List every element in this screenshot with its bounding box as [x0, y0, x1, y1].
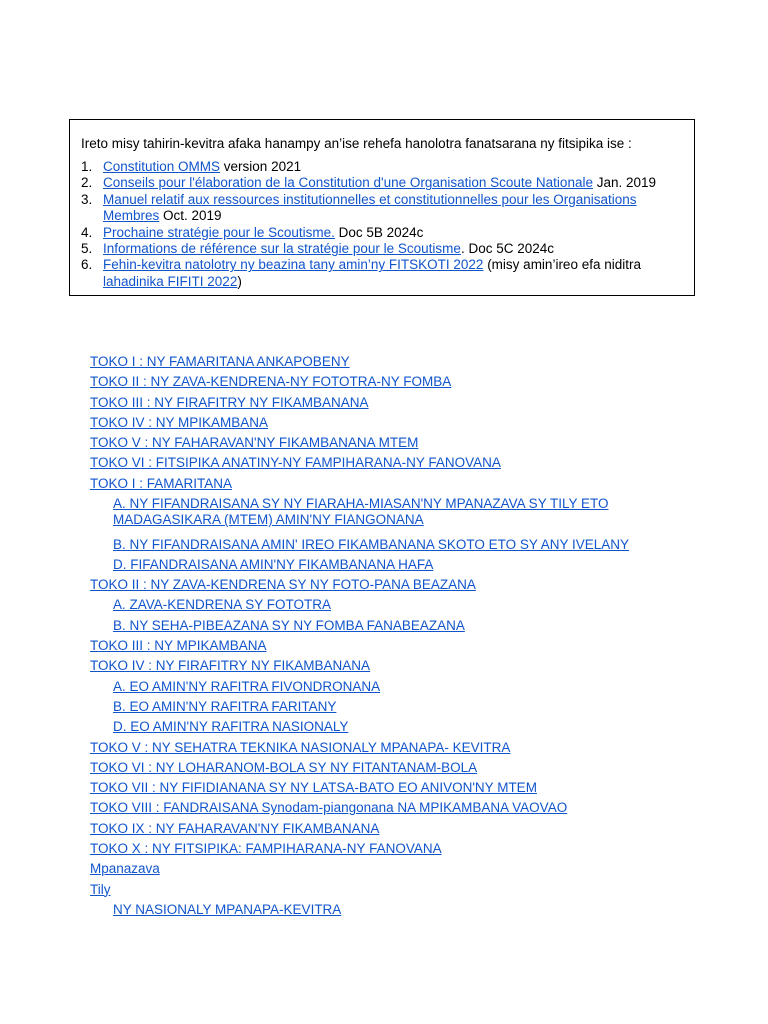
reference-link-conseils[interactable]: Conseils pour l'élaboration de la Constitution d'une Organisation Scoute Nationale [103, 175, 593, 191]
reference-suffix: (misy amin’ireo efa niditra [483, 257, 641, 273]
reference-link-informations[interactable]: Informations de référence sur la stratégie pour le Scoutisme [103, 241, 461, 257]
toc-link[interactable]: TOKO II : NY ZAVA-KENDRENA-NY FOTOTRA-NY FOMBA [90, 374, 452, 390]
toc-sublink[interactable]: A. ZAVA-KENDRENA SY FOTOTRA [113, 597, 332, 613]
toc-link[interactable]: TOKO IX : NY FAHARAVAN'NY FIKAMBANANA [90, 820, 380, 836]
toc-sublink[interactable]: NY NASIONALY MPANAPA-KEVITRA [113, 901, 342, 917]
reference-suffix: Jan. 2019 [592, 175, 657, 191]
toc-link[interactable]: TOKO II : NY ZAVA-KENDRENA SY NY FOTO-PANA BEAZANA [90, 577, 476, 593]
toc-link[interactable]: TOKO III : NY MPIKAMBANA [90, 638, 267, 654]
reference-item [81, 192, 681, 225]
reference-link-manuel[interactable]: Manuel relatif aux ressources institutionnelles et constitutionnelles pour les Organisations Membres [103, 191, 637, 224]
reference-number: 6. [81, 257, 93, 273]
toc-sublink[interactable]: B. NY FIFANDRAISANA AMIN' IREO FIKAMBANANA SKOTO ETO SY ANY IVELANY [113, 536, 629, 552]
reference-link-prochaine-strategie[interactable]: Prochaine stratégie pour le Scoutisme. [103, 224, 335, 240]
reference-number: 5. [81, 241, 93, 257]
reference-item [81, 175, 681, 191]
reference-item [81, 225, 681, 241]
toc-sublink[interactable]: D. EO AMIN'NY RAFITRA NASIONALY [113, 719, 349, 735]
reference-number: 2. [81, 175, 93, 191]
reference-suffix: . Doc 5C 2024c [460, 241, 554, 257]
toc-link[interactable]: TOKO VIII : FANDRAISANA Synodam-piangonana NA MPIKAMBANA VAOVAO [90, 800, 568, 816]
reference-number: 4. [81, 224, 93, 240]
toc-link[interactable]: TOKO I : FAMARITANA [90, 475, 233, 491]
toc-link[interactable]: Tily [90, 881, 111, 897]
toc-link[interactable]: TOKO V : NY FAHARAVAN'NY FIKAMBANANA MTEM [90, 435, 419, 451]
toc-sublink[interactable]: B. EO AMIN'NY RAFITRA FARITANY [113, 698, 337, 714]
reference-number: 1. [81, 159, 93, 174]
toc-link[interactable]: Mpanazava [90, 861, 160, 877]
reference-item [81, 241, 681, 257]
reference-link-constitution-omms[interactable]: Constitution OMMS [103, 159, 221, 174]
reference-suffix: ) [237, 273, 242, 289]
toc-sublink[interactable]: D. FIFANDRAISANA AMIN'NY FIKAMBANANA HAFA [113, 556, 434, 572]
toc-link[interactable]: TOKO X : NY FITSIPIKA: FAMPIHARANA-NY FANOVANA [90, 841, 442, 857]
toc-link[interactable]: TOKO VI : NY LOHARANOM-BOLA SY NY FITANTANAM-BOLA [90, 759, 478, 775]
reference-suffix: Doc 5B 2024c [334, 224, 424, 240]
toc-link[interactable]: TOKO VII : NY FIFIDIANANA SY NY LATSA-BATO EO ANIVON'NY MTEM [90, 780, 537, 796]
reference-link-fehin-kevitra[interactable]: Fehin-kevitra natolotry ny beazina tany amin’ny FITSKOTI 2022 [103, 257, 484, 273]
reference-item [81, 257, 681, 290]
reference-suffix: Oct. 2019 [159, 208, 222, 224]
reference-suffix: version 2021 [220, 159, 302, 174]
table-of-contents [90, 353, 690, 921]
reference-number: 3. [81, 191, 93, 207]
toc-sublink[interactable]: B. NY SEHA-PIBEAZANA SY NY FOMBA FANABEAZANA [113, 617, 465, 633]
references-box [69, 119, 695, 296]
toc-sublink[interactable]: A. NY FIFANDRAISANA SY NY FIARAHA-MIASAN'NY MPANAZAVA SY TILY ETO MADAGASIKARA (MTEM) AMIN'NY FIANGONANA [113, 496, 609, 528]
toc-link[interactable]: TOKO V : NY SEHATRA TEKNIKA NASIONALY MPANAPA- KEVITRA [90, 739, 511, 755]
toc-link[interactable]: TOKO IV : NY MPIKAMBANA [90, 414, 269, 430]
references-list [81, 159, 681, 290]
toc-link[interactable]: TOKO IV : NY FIRAFITRY NY FIKAMBANANA [90, 658, 371, 674]
reference-link-lahadinika[interactable]: lahadinika FIFITI 2022 [103, 273, 238, 289]
reference-item [81, 159, 681, 175]
toc-link[interactable]: TOKO I : NY FAMARITANA ANKAPOBENY [90, 354, 350, 369]
references-intro: Ireto misy tahirin-kevitra afaka hanampy an’ise rehefa hanolotra fanatsarana ny fitsipika ise : [81, 136, 632, 151]
toc-link[interactable]: TOKO III : NY FIRAFITRY NY FIKAMBANANA [90, 394, 369, 410]
toc-sublink[interactable]: A. EO AMIN'NY RAFITRA FIVONDRONANA [113, 678, 381, 694]
toc-link[interactable]: TOKO VI : FITSIPIKA ANATINY-NY FAMPIHARANA-NY FANOVANA [90, 455, 501, 471]
